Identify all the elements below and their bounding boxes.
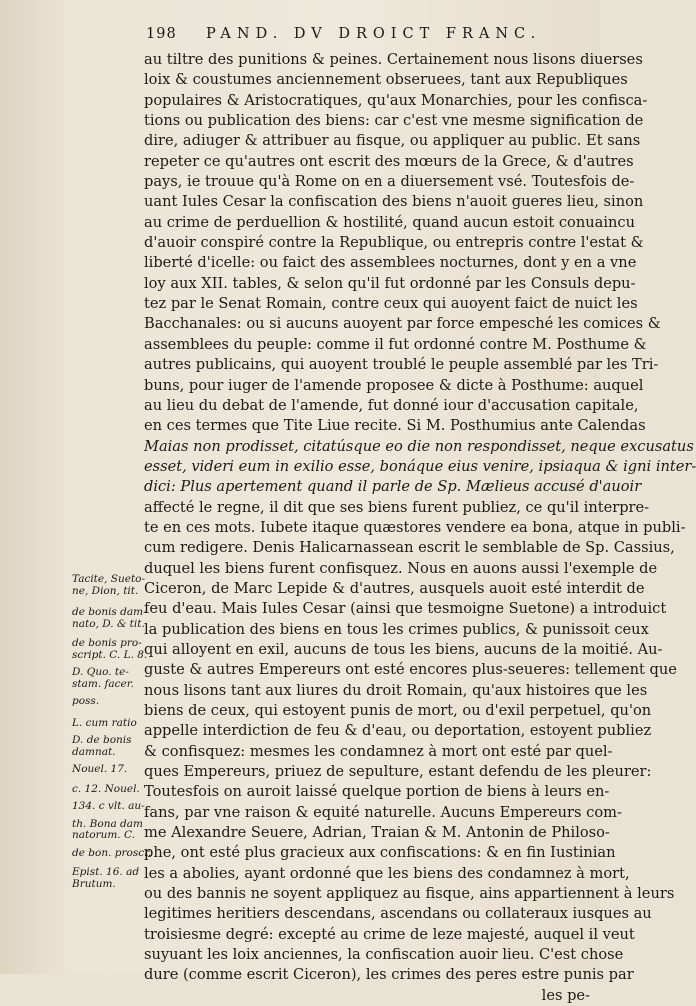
margin-note: Brutum. <box>72 877 116 890</box>
body-line: guste & autres Empereurs ont esté encores plus-seueres: tellement que <box>144 661 677 679</box>
body-line: dire, adiuger & attribuer au fisque, ou appliquer au public. Et sans <box>144 132 641 150</box>
body-line: pays, ie trouue qu'à Rome on en a diuersement vsé. Toutesfois de- <box>144 173 635 191</box>
body-line: dici: Plus apertement quand il parle de Sp. Mælieus accusé d'auoir <box>144 478 642 496</box>
page-number: 198 <box>146 26 177 42</box>
body-line: les a abolies, ayant ordonné que les biens des condamnez à mort, <box>144 864 630 882</box>
body-line: loy aux XII. tables, & selon qu'il fut ordonné par les Consuls depu- <box>144 274 636 292</box>
body-line: au crime de perduellion & hostilité, quand aucun estoit conuaincu <box>144 213 635 231</box>
body-line: biens de ceux, qui estoyent punis de mort, ou d'exil perpetuel, qu'on <box>144 702 652 719</box>
body-line: uant Iules Cesar la confiscation des biens n'auoit gueres lieu, sinon <box>144 193 644 211</box>
body-line: troisiesme degré: excepté au crime de leze majesté, auquel il veut <box>144 925 635 943</box>
body-line: en ces termes que Tite Liue recite. Si M. Posthumius ante Calendas <box>144 417 646 435</box>
body-line: me Alexandre Seuere, Adrian, Traian & M. Antonin de Philoso- <box>144 824 610 842</box>
body-line: autres publicains, qui auoyent troublé le peuple assemblé par les Tri- <box>144 356 659 374</box>
body-line: les pe- <box>541 986 590 1004</box>
body-line: ques Empereurs, priuez de sepulture, estant defendu de les pleurer: <box>144 763 652 781</box>
body-text <box>144 50 696 1006</box>
margin-note: poss. <box>72 695 100 707</box>
margin-notes <box>72 573 152 890</box>
body-line: fans, par vne raison & equité naturelle. Aucuns Empereurs com- <box>144 803 622 821</box>
body-line: populaires & Aristocratiques, qu'aux Monarchies, pour les confisca- <box>144 91 648 109</box>
margin-note: ne, Dion, tit. <box>72 584 139 597</box>
body-line: cum redigere. Denis Halicarnassean escrit le semblable de Sp. Cassius, <box>144 539 675 557</box>
margin-note: L. cum ratio <box>72 716 137 729</box>
body-line: esset, videri eum in exilio esse, bonáque eius venire, ipsiaqua & igni inter- <box>144 457 696 475</box>
body-line: legitimes heritiers descendans, ascendans ou collateraux iusques au <box>144 905 652 923</box>
body-line: dure (comme escrit Ciceron), les crimes des peres estre punis par <box>144 966 634 984</box>
page-header <box>146 26 586 48</box>
body-line: loix & coustumes anciennement obseruees, tant aux Republiques <box>144 71 628 89</box>
margin-note: Tacite, Sueto- <box>72 573 146 585</box>
margin-note: script. C. L. 8. <box>72 648 148 661</box>
body-line: phe, ont esté plus gracieux aux confiscations: & en fin Iustinian <box>144 844 616 862</box>
body-line: tions ou publication des biens: car c'est vne mesme signification de <box>144 112 644 130</box>
body-line: Ciceron, de Marc Lepide & d'autres, ausquels auoit esté interdit de <box>144 579 645 597</box>
margin-note: nato, D. & tit. <box>72 617 145 630</box>
body-line: te en ces mots. Iubete itaque quæstores vendere ea bona, atque in publi- <box>144 518 686 536</box>
body-line: Maias non prodisset, citatúsque eo die non respondisset, neque excusatus <box>144 437 694 455</box>
body-line: duquel les biens furent confisquez. Nous en auons aussi l'exemple de <box>144 559 658 577</box>
margin-note: D. Quo. te- <box>72 666 129 678</box>
body-line: nous lisons tant aux liures du droit Romain, qu'aux histoires que les <box>144 681 648 699</box>
body-line: assemblees du peuple: comme il fut ordonné contre M. Posthume & <box>144 335 647 353</box>
margin-note: Nouel. 17. <box>72 763 128 775</box>
margin-note: de bonis pro- <box>72 637 142 649</box>
body-line: Bacchanales: ou si aucuns auoyent par force empesché les comices & <box>144 315 661 333</box>
body-line: Toutesfois on auroit laissé quelque portion de biens à leurs en- <box>144 783 610 801</box>
body-line: buns, pour iuger de l'amende proposee & dicte à Posthume: auquel <box>144 376 644 394</box>
margin-note: Epist. 16. ad <box>72 866 140 878</box>
body-line: feu d'eau. Mais Iules Cesar (ainsi que tesmoigne Suetone) a introduict <box>144 600 667 618</box>
margin-note: th. Bona dam <box>72 817 143 830</box>
margin-note: natorum. C. <box>72 829 135 841</box>
body-line: suyuant les loix anciennes, la confiscation auoir lieu. C'est chose <box>144 946 624 964</box>
body-line: ou des bannis ne soyent appliquez au fisque, ains appartiennent à leurs <box>144 885 675 903</box>
body-line: la publication des biens en tous les crimes publics, & punissoit ceux <box>144 620 649 638</box>
margin-note: de bon. proscr. <box>72 846 152 859</box>
body-line: qui alloyent en exil, aucuns de tous les biens, aucuns de la moitié. Au- <box>144 640 663 658</box>
margin-note: 134. c vlt. au- <box>72 800 145 812</box>
body-line: tez par le Senat Romain, contre ceux qui auoyent faict de nuict les <box>144 295 638 313</box>
body-line: au lieu du debat de l'amende, fut donné iour d'accusation capitale, <box>144 396 639 414</box>
margin-note: stam. facer. <box>72 677 134 690</box>
body-line: au tiltre des punitions & peines. Certainement nous lisons diuerses <box>144 51 643 68</box>
margin-note: D. de bonis <box>72 734 132 746</box>
margin-note: damnat. <box>72 745 116 758</box>
body-line: affecté le regne, il dit que ses biens furent publiez, ce qu'il interpre- <box>144 498 650 516</box>
body-line: liberté d'icelle: ou faict des assemblees nocturnes, dont y en a vne <box>144 254 637 272</box>
margin-note: de bonis dam- <box>72 606 147 618</box>
body-line: d'auoir conspiré contre la Republique, ou entrepris contre l'estat & <box>144 234 644 252</box>
margin-note: c. 12. Nouel. <box>72 782 140 795</box>
running-head: PAND. DV DROICT FRANC. <box>206 26 542 42</box>
body-line: repeter ce qu'autres ont escrit des mœurs de la Grece, & d'autres <box>144 152 634 170</box>
body-line: appelle interdiction de feu & d'eau, ou deportation, estoyent publiez <box>144 722 652 740</box>
body-line: & confisquez: mesmes les condamnez à mort ont esté par quel- <box>144 742 613 760</box>
